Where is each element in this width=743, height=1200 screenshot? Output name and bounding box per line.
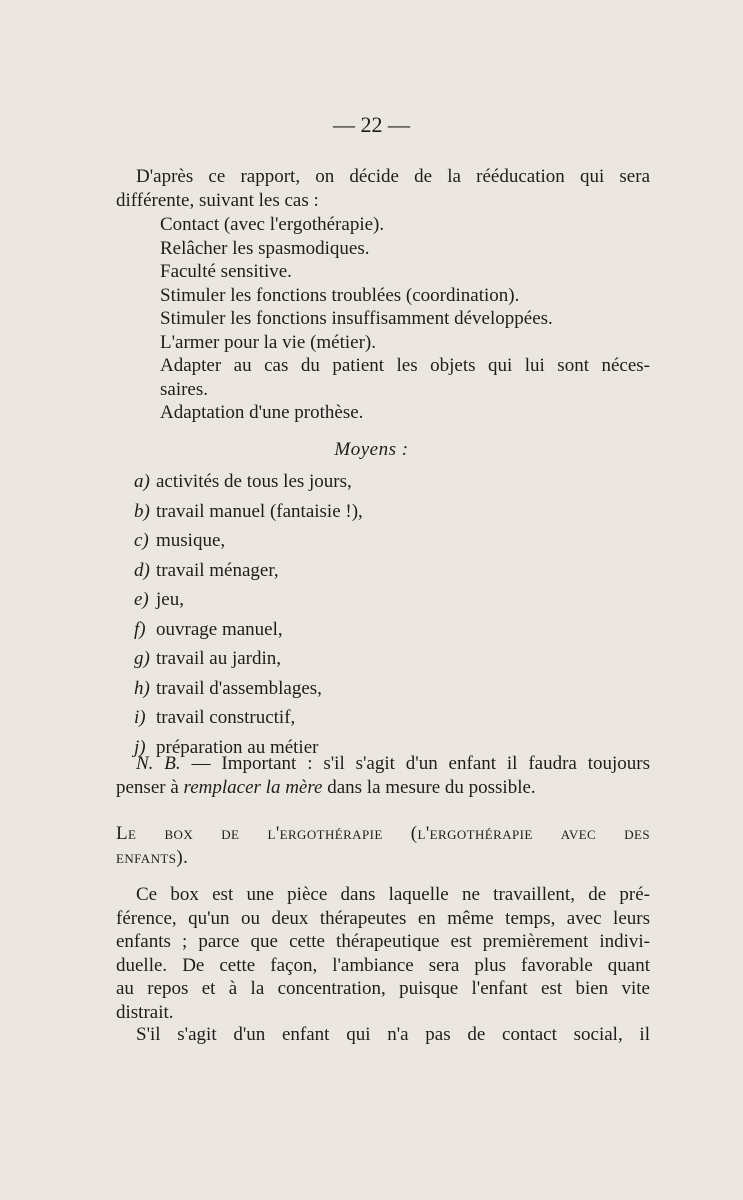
item-letter: i)	[134, 707, 146, 728]
moyen-item	[134, 467, 654, 497]
paragraph-social-contact	[116, 1023, 650, 1047]
moyen-item	[134, 674, 654, 704]
item-text: travail manuel (fantaisie !),	[156, 500, 363, 522]
paragraph-box-description	[116, 883, 650, 1024]
nb-line-1	[116, 752, 650, 776]
moyens-list	[134, 467, 654, 762]
list-item: L'armer pour la vie (métier).	[160, 331, 377, 353]
item-text: préparation au métier	[156, 736, 319, 758]
item-letter: e)	[134, 589, 149, 610]
list-item: Faculté sensitive.	[160, 261, 292, 282]
list-item: Relâcher les spasmodiques.	[160, 237, 370, 259]
nb-line-2	[116, 777, 536, 798]
list-item: Contact (avec l'ergothérapie).	[160, 214, 385, 235]
moyens-heading: Moyens :	[334, 439, 409, 460]
paragraph-line: distrait.	[116, 1001, 174, 1023]
paragraph-line: duelle. De cette façon, l'ambiance sera plus favorable quant	[116, 954, 650, 976]
item-text: travail constructif,	[156, 707, 296, 728]
item-text: musique,	[156, 530, 226, 551]
moyen-item	[134, 556, 654, 586]
moyen-item	[134, 644, 654, 674]
list-item: saires.	[160, 378, 209, 400]
paragraph-line: au repos et à la concentration, puisque l'enfant est bien vite	[116, 978, 650, 999]
heading-line-2: enfants).	[116, 847, 189, 868]
page-number: — 22 —	[333, 112, 410, 137]
intro-line-1: D'après ce rapport, on décide de la rééducation qui sera	[136, 166, 650, 187]
moyen-item	[134, 703, 654, 733]
item-text: activités de tous les jours,	[156, 471, 352, 492]
item-text: travail d'assemblages,	[156, 677, 322, 699]
nota-bene	[116, 752, 650, 800]
item-letter: f)	[134, 618, 146, 640]
section-heading	[116, 822, 650, 870]
nb-emphasis: remplacer la mère	[183, 777, 323, 798]
moyen-item	[134, 585, 654, 615]
paragraph-line: férence, qu'un ou deux thérapeutes en même temps, avec leurs	[116, 907, 650, 929]
nb-line-2-pre: penser à	[116, 777, 184, 798]
intro-paragraph	[116, 165, 650, 212]
paragraph-line: enfants ; parce que cette thérapeutique est premièrement indivi-	[116, 931, 650, 952]
nb-line-1-text: — Important : s'il s'agit d'un enfant il faudra toujours	[180, 753, 651, 774]
paragraph-line: S'il s'agit d'un enfant qui n'a pas de contact social, il	[136, 1024, 650, 1045]
list-item: Stimuler les fonctions troublées (coordination).	[160, 284, 520, 306]
item-text: travail ménager,	[156, 559, 279, 581]
item-text: ouvrage manuel,	[156, 618, 283, 640]
item-letter: d)	[134, 559, 150, 581]
list-item: Stimuler les fonctions insuffisamment développées.	[160, 308, 553, 329]
nb-line-2-post: dans la mesure du possible.	[322, 777, 536, 798]
paragraph-line: Ce box est une pièce dans laquelle ne travaillent, de pré-	[136, 884, 650, 905]
heading-line-1: Le box de l'ergothérapie (l'ergothérapie avec des	[116, 823, 650, 844]
moyen-item	[134, 526, 654, 556]
moyen-item	[134, 615, 654, 645]
nb-label: N. B.	[136, 753, 181, 774]
item-text: jeu,	[156, 589, 184, 610]
item-letter: b)	[134, 500, 150, 522]
list-item: Adaptation d'une prothèse.	[160, 402, 364, 423]
list-item: Adapter au cas du patient les objets qui lui sont néces-	[160, 355, 650, 376]
item-letter: a)	[134, 471, 150, 492]
moyen-item	[134, 497, 654, 527]
rehabilitation-list	[160, 213, 650, 425]
item-text: travail au jardin,	[156, 648, 282, 669]
item-letter: h)	[134, 677, 150, 699]
item-letter: c)	[134, 530, 149, 551]
item-letter: j)	[134, 736, 146, 758]
item-letter: g)	[134, 648, 150, 669]
intro-line-2: différente, suivant les cas :	[116, 189, 319, 211]
